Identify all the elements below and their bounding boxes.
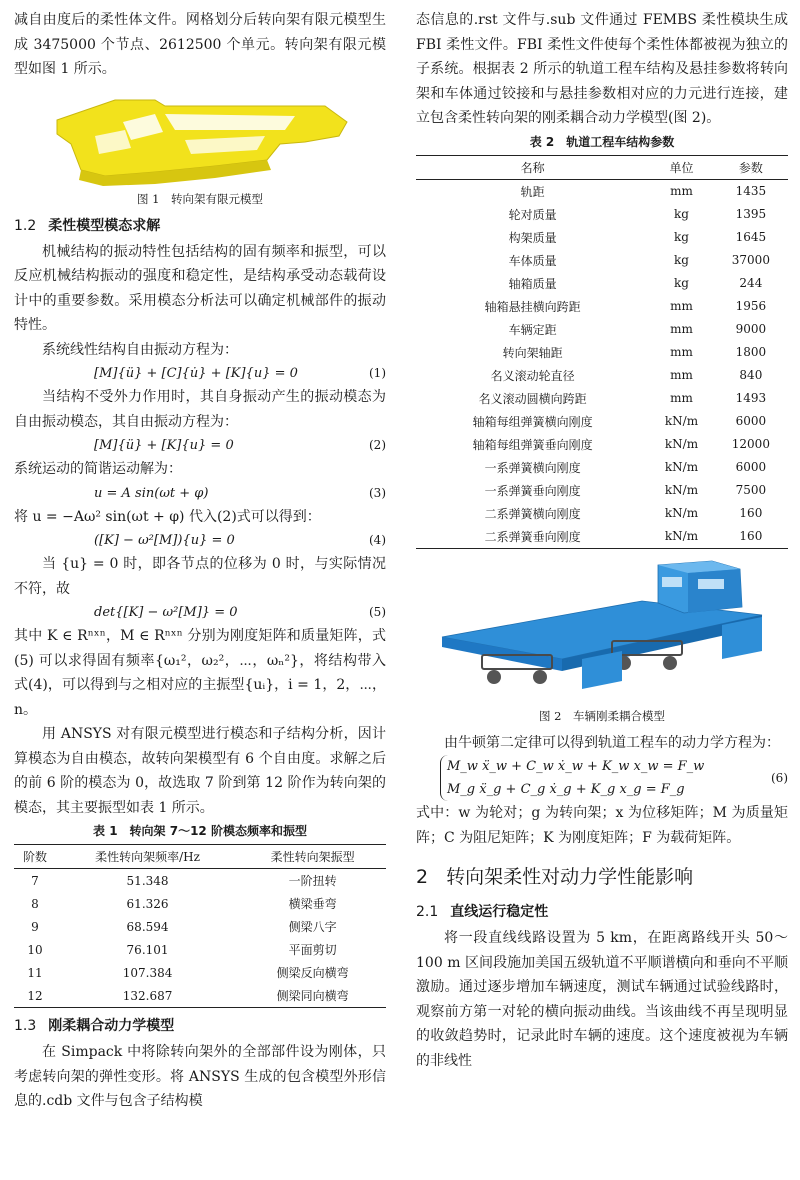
table-cell: 横梁垂弯 — [288, 897, 337, 911]
table-cell: 1645 — [735, 230, 767, 244]
table-row — [416, 341, 788, 364]
table-row — [416, 525, 788, 549]
table-cell: 构架质量 — [508, 230, 557, 245]
table-row — [416, 318, 788, 341]
table-cell: 7 — [31, 873, 39, 888]
column-header: 柔性转向架频率/Hz — [95, 850, 200, 864]
table-cell: 68.594 — [126, 919, 169, 934]
equation-line: M_w ẍ_w + C_w ẋ_w + K_w x_w = F_w — [447, 759, 705, 774]
table-cell: 1800 — [735, 345, 767, 359]
table-cell: 轴箱每组弹簧横向刚度 — [472, 414, 593, 429]
table-cell: 6000 — [735, 460, 767, 474]
table-cell: 1493 — [735, 391, 767, 405]
table-cell: 一系弹簧横向刚度 — [484, 460, 581, 475]
table-cell: 160 — [739, 506, 763, 520]
table-row — [14, 869, 386, 893]
table-cell: 840 — [739, 368, 763, 382]
paragraph-zero-displacement: 当 {u} = 0 时，即各节点的位移为 0 时，与实际情况不符，故 — [14, 556, 386, 597]
paragraph-continued: 态信息的.rst 文件与.sub 文件通过 FEMBS 柔性模块生成 FBI 柔性文件。FBI 柔性文件使每个柔性体都被视为独立的子系统。根据表 2 所示的轨道工程车结构及悬挂参数将转向架和车体通过铰接和与悬挂参数相对应的力元进行连接，建立包含柔性转向架的刚柔耦合动力学模型(图 2)。 — [416, 12, 788, 126]
table-cell: mm — [670, 299, 693, 313]
table-2-title: 表 2 轨道工程车结构参数 — [529, 134, 675, 149]
table-header-row — [14, 845, 386, 869]
section-title: 转向架柔性对动力学性能影响 — [446, 866, 694, 888]
equation-4 — [14, 529, 386, 552]
table-row — [416, 295, 788, 318]
table-cell: 平面剪切 — [288, 943, 337, 957]
figure-1-caption: 图 1 转向架有限元模型 — [137, 191, 263, 206]
table-cell: kg — [674, 207, 689, 221]
table-cell: 107.384 — [122, 965, 173, 980]
table-row — [416, 272, 788, 295]
equation-number: (6) — [771, 770, 788, 785]
column-header: 阶数 — [22, 850, 47, 864]
table-cell: 1956 — [735, 299, 767, 313]
column-header: 参数 — [738, 160, 763, 175]
paragraph-ansys: 用 ANSYS 对有限元模型进行模态和子结构分析，因计算模态为自由模态，故转向架模型有 6 个自由度。求解之后的前 6 阶的模态为 0，故选取 7 阶到第 12 阶作为转向架的模态，其主要振型如表 1 所示。 — [14, 726, 386, 816]
equation-system — [440, 755, 704, 801]
equation-3 — [14, 482, 386, 505]
table-cell: 轮对质量 — [508, 207, 557, 222]
equation-body: [M]{ü} + [C]{u̇} + [K]{u} = 0 — [94, 366, 298, 381]
equation-5 — [14, 601, 386, 624]
table-row — [416, 179, 788, 203]
table-row — [416, 249, 788, 272]
table-row — [416, 502, 788, 525]
equation-1 — [14, 362, 386, 385]
table-cell: 12000 — [731, 437, 770, 451]
table-cell: 7500 — [735, 483, 767, 497]
table-cell: 轴箱质量 — [508, 276, 557, 291]
table-row — [416, 410, 788, 433]
table-1-title: 表 1 转向架 7～12 阶模态频率和振型 — [93, 824, 307, 838]
table-cell: 转向架轴距 — [502, 345, 563, 360]
table-cell: kN/m — [664, 506, 699, 520]
equation-6 — [416, 755, 788, 801]
table-cell: 76.101 — [126, 942, 169, 957]
table-cell: 名义滚动圆横向跨距 — [478, 391, 587, 406]
table-cell: 160 — [739, 529, 763, 543]
table-cell: kN/m — [664, 437, 699, 451]
table-row — [416, 479, 788, 502]
table-row — [14, 938, 386, 961]
column-header: 单位 — [669, 160, 694, 175]
paragraph-symbols: 式中：w 为轮对；g 为转向架；x 为位移矩阵；M 为质量矩阵；C 为阻尼矩阵；K 为刚度矩阵；F 为载荷矩阵。 — [416, 805, 788, 846]
equation-number: (2) — [369, 438, 386, 452]
table-cell: mm — [670, 391, 693, 405]
table-cell: 侧梁八字 — [288, 920, 337, 934]
section-1-2-heading — [14, 214, 386, 238]
table-cell: kN/m — [664, 414, 699, 428]
table-cell: 11 — [27, 965, 43, 980]
equation-number: (5) — [369, 605, 386, 619]
table-cell: 轴箱每组弹簧垂向刚度 — [472, 437, 593, 452]
table-row — [416, 433, 788, 456]
table-cell: 车辆定距 — [508, 322, 557, 337]
table-cell: mm — [670, 368, 693, 382]
table-cell: kN/m — [664, 460, 699, 474]
table-cell: 轨距 — [520, 184, 545, 199]
table-cell: 二系弹簧横向刚度 — [484, 506, 581, 521]
paragraph-mechanics: 机械结构的振动特性包括结构的固有频率和振型，可以反应机械结构振动的强度和稳定性，是结构承受动态载荷设计中的重要参数。采用模态分析法可以确定机械部件的振动特性。 — [14, 243, 386, 333]
equation-number: (4) — [369, 533, 386, 547]
table-cell: 名义滚动轮直径 — [490, 368, 575, 383]
equation-number: (1) — [369, 366, 386, 380]
table-cell: kN/m — [664, 483, 699, 497]
table-cell: kg — [674, 253, 689, 267]
paragraph-matrices: 其中 K ∈ Rⁿˣⁿ，M ∈ Rⁿˣⁿ 分别为刚度矩阵和质量矩阵，式(5) 可以求得固有频率{ω₁²，ω₂²，⋯，ωₙ²}，将结构带入式(4)，可以得到与之相对应的主振型{uᵢ}，i = 1，2，⋯，n。 — [14, 628, 386, 718]
table-cell: 车体质量 — [508, 253, 557, 268]
table-cell: 1395 — [735, 207, 767, 221]
equation-number: (3) — [369, 485, 386, 500]
table-cell: 244 — [739, 276, 763, 290]
table-cell: mm — [670, 322, 693, 336]
table-row — [14, 984, 386, 1008]
table-cell: kN/m — [664, 529, 699, 543]
section-number: 1.2 — [14, 217, 37, 234]
left-column — [14, 8, 386, 1114]
table-cell: kg — [674, 276, 689, 290]
equation-body: u = A sin(ωt + φ) — [94, 485, 209, 501]
equation-body: ([K] − ω²[M]){u} = 0 — [94, 533, 235, 548]
paragraph-system-eq: 系统线性结构自由振动方程为： — [42, 341, 238, 358]
table-cell: mm — [670, 345, 693, 359]
paragraph-harmonic: 系统运动的简谐运动解为： — [14, 461, 182, 477]
vehicle-rigid-flexible-model-figure — [422, 559, 782, 704]
table-cell: 51.348 — [126, 873, 169, 888]
bogie-fem-figure — [35, 82, 365, 187]
section-1-3-heading — [14, 1014, 386, 1038]
table-cell: 10 — [27, 942, 43, 957]
right-column — [416, 8, 788, 1073]
table-cell: 132.687 — [122, 988, 173, 1003]
table-2 — [416, 155, 788, 549]
table-row — [416, 456, 788, 479]
table-cell: 61.326 — [126, 896, 169, 911]
table-cell: 侧梁反向横弯 — [276, 966, 349, 980]
table-row — [14, 915, 386, 938]
table-cell: 12 — [27, 988, 43, 1003]
section-number: 2 — [416, 866, 429, 888]
paragraph-straight-line: 将一段直线线路设置为 5 km，在距离路线开头 50～100 m 区间段施加美国五级轨道不平顺谱横向和垂向不平顺激励。通过逐步增加车辆速度，测试车辆通过试验线路时，观察前方第一对轮的横向振动曲线。当该曲线不再呈现明显的收敛趋势时，记录此时车辆的速度。这个速度被视为车辆的非线性 — [416, 930, 788, 1069]
table-cell: mm — [670, 184, 693, 198]
table-row — [416, 203, 788, 226]
figure-2-caption: 图 2 车辆刚柔耦合模型 — [539, 708, 665, 723]
table-cell: 9000 — [735, 322, 767, 336]
column-header: 柔性转向架振型 — [270, 850, 355, 864]
table-row — [14, 961, 386, 984]
table-row — [416, 387, 788, 410]
equation-line: M_g ẍ_g + C_g ẋ_g + K_g x_g = F_g — [447, 782, 685, 797]
equation-body: det{[K] − ω²[M]} = 0 — [94, 605, 238, 620]
table-cell: 37000 — [731, 253, 770, 267]
table-cell: 8 — [31, 896, 39, 911]
column-header: 名称 — [520, 160, 545, 175]
table-header-row — [416, 155, 788, 179]
equation-body: [M]{ü} + [K]{u} = 0 — [94, 438, 234, 453]
section-title: 直线运行稳定性 — [450, 904, 549, 920]
table-cell: kg — [674, 230, 689, 244]
table-cell: 一系弹簧垂向刚度 — [484, 483, 581, 498]
section-2-heading — [416, 862, 788, 892]
equation-2 — [14, 434, 386, 457]
table-row — [14, 892, 386, 915]
paragraph-substitution: 将 u = −Aω² sin(ωt + φ) 代入(2)式可以得到： — [14, 508, 321, 525]
paragraph-free-vibration: 当结构不受外力作用时，其自身振动产生的振动模态为自由振动模态，其自由振动方程为： — [14, 389, 386, 430]
section-number: 2.1 — [416, 904, 439, 920]
table-1 — [14, 844, 386, 1008]
table-row — [416, 226, 788, 249]
table-cell: 9 — [31, 919, 39, 934]
table-cell: 1435 — [735, 184, 767, 198]
section-title: 刚柔耦合动力学模型 — [48, 1018, 175, 1034]
section-2-1-heading — [416, 900, 788, 924]
section-number: 1.3 — [14, 1018, 37, 1034]
paragraph-simpack: 在 Simpack 中将除转向架外的全部部件设为刚体，只考虑转向架的弹性变形。将 ANSYS 生成的包含模型外形信息的.cdb 文件与包含子结构模 — [14, 1044, 386, 1109]
table-cell: 一阶扭转 — [288, 874, 337, 888]
intro-paragraph: 减自由度后的柔性体文件。网格划分后转向架有限元模型生成 3475000 个节点、2612500 个单元。转向架有限元模型如图 1 所示。 — [14, 12, 386, 77]
table-cell: 6000 — [735, 414, 767, 428]
table-cell: 侧梁同向横弯 — [276, 989, 349, 1003]
table-cell: 二系弹簧垂向刚度 — [484, 529, 581, 544]
section-title: 柔性模型模态求解 — [48, 217, 161, 234]
table-cell: 轴箱悬挂横向跨距 — [484, 299, 581, 314]
table-row — [416, 364, 788, 387]
paragraph-newton: 由牛顿第二定律可以得到轨道工程车的动力学方程为： — [444, 734, 780, 751]
